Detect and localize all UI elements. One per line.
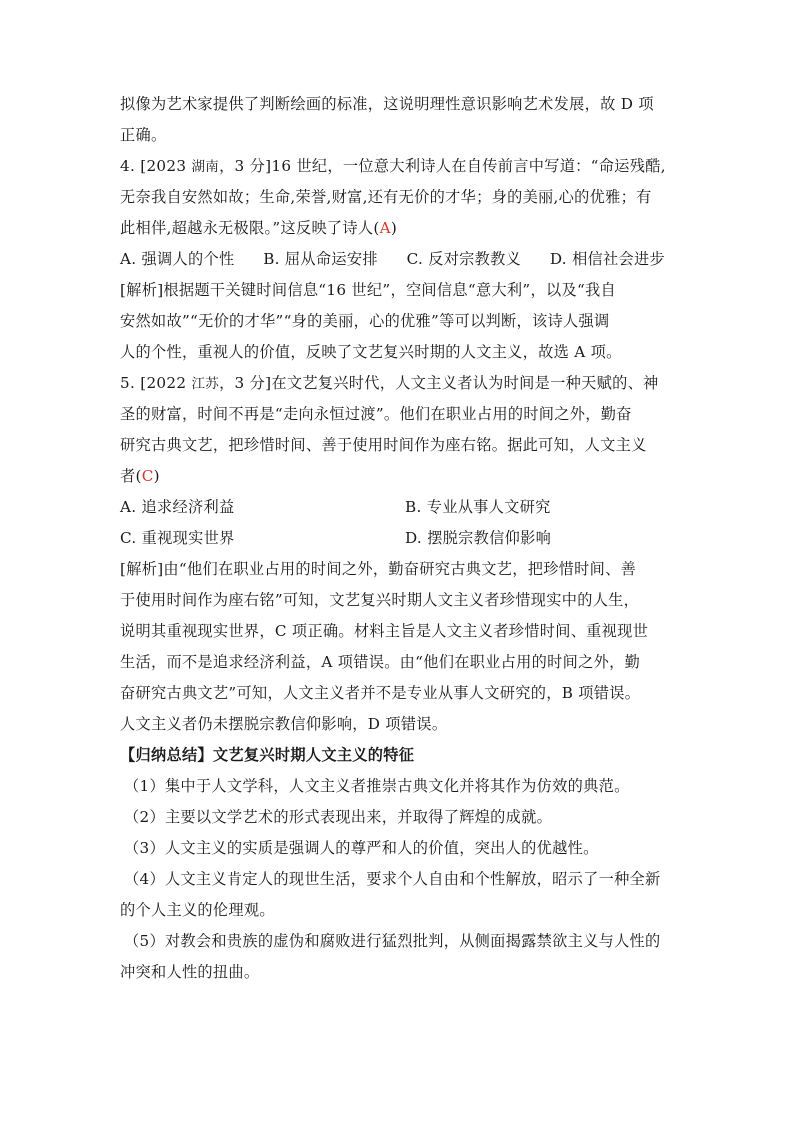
q4-stem-close: ): [390, 219, 398, 237]
q4-stem-text-1: 16 世纪，一位意大利诗人在自传前言中写道：“命运残酷,: [271, 157, 666, 175]
q4-analysis-line-3: 人的个性，重视人的价值，反映了文艺复兴时期的人文主义，故选 A 项。: [120, 343, 622, 361]
q4-stem-line-2: 无奈我自安然如故；生命,荣誉,财富,还有无价的才华；身的美丽,心的优雅；有: [120, 188, 652, 206]
q4-source-open: [2023: [140, 157, 192, 175]
q5-source-rest: ，3 分]: [219, 374, 272, 392]
summary-item-4-cont: 的个人主义的伦理观。: [120, 901, 275, 919]
q5-number: 5.: [120, 374, 136, 392]
summary-heading: 【归纳总结】文艺复兴时期人文主义的特征: [120, 746, 415, 764]
summary-item-5-cont: 冲突和人性的扭曲。: [120, 963, 260, 981]
summary-item-2: （2）主要以文学艺术的形式表现出来，并取得了辉煌的成就。: [124, 808, 553, 826]
q5-stem-line-2: 圣的财富，时间不再是“走向永恒过渡”。他们在职业占用的时间之外，勤奋: [120, 405, 632, 423]
q5-analysis-line-5: 奋研究古典文艺”可知，人文主义者并不是专业从事人文研究的，B 项错误。: [120, 684, 641, 702]
q4-option-a: A. 强调人的个性: [120, 250, 235, 268]
summary-item-1: （1）集中于人文学科，人文主义者推崇古典文化并将其作为仿效的典范。: [124, 777, 630, 795]
q5-analysis-line-3: 说明其重视现实世界，C 项正确。材料主旨是人文主义者珍惜时间、重视现世: [120, 622, 649, 640]
q5-option-c: C. 重视现实世界: [120, 529, 235, 547]
q5-analysis-line-6: 人文主义者仍未摆脱宗教信仰影响，D 项错误。: [120, 715, 448, 733]
q5-stem-line-1: [120, 368, 673, 399]
summary-item-3: （3）人文主义的实质是强调人的尊严和人的价值，突出人的优越性。: [124, 839, 599, 857]
q4-stem-text-3: 此相伴,超越永无极限。”这反映了诗人(: [120, 219, 380, 237]
q4-stem-line-1: [120, 151, 673, 182]
q4-analysis-line-2: 安然如故”“无价的才华”“身的美丽，心的优雅”等可以判断，该诗人强调: [120, 312, 610, 330]
q5-options-row-2: [120, 523, 673, 554]
intro-line-2: 正确。: [120, 126, 167, 144]
q5-option-a: A. 追求经济利益: [120, 498, 235, 516]
q5-stem-text-4: 者(: [120, 467, 142, 485]
q4-option-d: D. 相信社会进步: [549, 250, 665, 268]
summary-item-5: （5）对教会和贵族的虚伪和腐败进行猛烈批判，从侧面揭露禁欲主义与人性的: [124, 932, 661, 950]
q5-stem-close: ): [153, 467, 160, 485]
q4-answer: A: [379, 219, 391, 237]
q5-source-region: 江苏: [191, 376, 220, 392]
q5-stem-line-3: 研究古典文艺，把珍惜时间、善于使用时间作为座右铭。据此可知，人文主义: [120, 436, 647, 454]
q5-stem-text-1: 在文艺复兴时代，人文主义者认为时间是一种天赋的、神: [271, 374, 659, 392]
q5-option-b: B. 专业从事人文研究: [405, 498, 551, 516]
q4-stem-line-3: [120, 213, 673, 244]
q5-source-open: [2022: [140, 374, 192, 392]
q4-source-rest: ，3 分]: [219, 157, 272, 175]
q5-option-d: D. 摆脱宗教信仰影响: [405, 529, 552, 547]
q5-analysis-line-2: 于使用时间作为座右铭”可知，文艺复兴时期人文主义者珍惜现实中的人生，: [120, 591, 640, 609]
q4-option-c: C. 反对宗教教义: [406, 250, 522, 268]
document-body: [120, 89, 673, 988]
summary-item-4: （4）人文主义肯定人的现世生活，要求个人自由和个性解放，昭示了一种全新: [124, 870, 661, 888]
q4-source-region: 湖南: [191, 159, 220, 175]
q4-number: 4.: [120, 157, 136, 175]
q5-analysis-line-1: [解析]由“他们在职业占用的时间之外，勤奋研究古典文艺，把珍惜时间、善: [120, 560, 637, 578]
q4-analysis-line-1: [解析]根据题干关键时间信息“16 世纪”，空间信息“意大利”，以及“我自: [120, 281, 616, 299]
q4-option-b: B. 屈从命运安排: [263, 250, 378, 268]
q5-options-row-1: [120, 492, 673, 523]
q5-stem-line-4: [120, 461, 673, 492]
q5-answer: C: [141, 467, 154, 485]
intro-line-1: 拟像为艺术家提供了判断绘画的标准，这说明理性意识影响艺术发展，故 D 项: [120, 95, 654, 113]
q4-options: [120, 244, 665, 275]
q5-analysis-line-4: 生活，而不是追求经济利益，A 项错误。由“他们在职业占用的时间之外，勤: [120, 653, 641, 671]
